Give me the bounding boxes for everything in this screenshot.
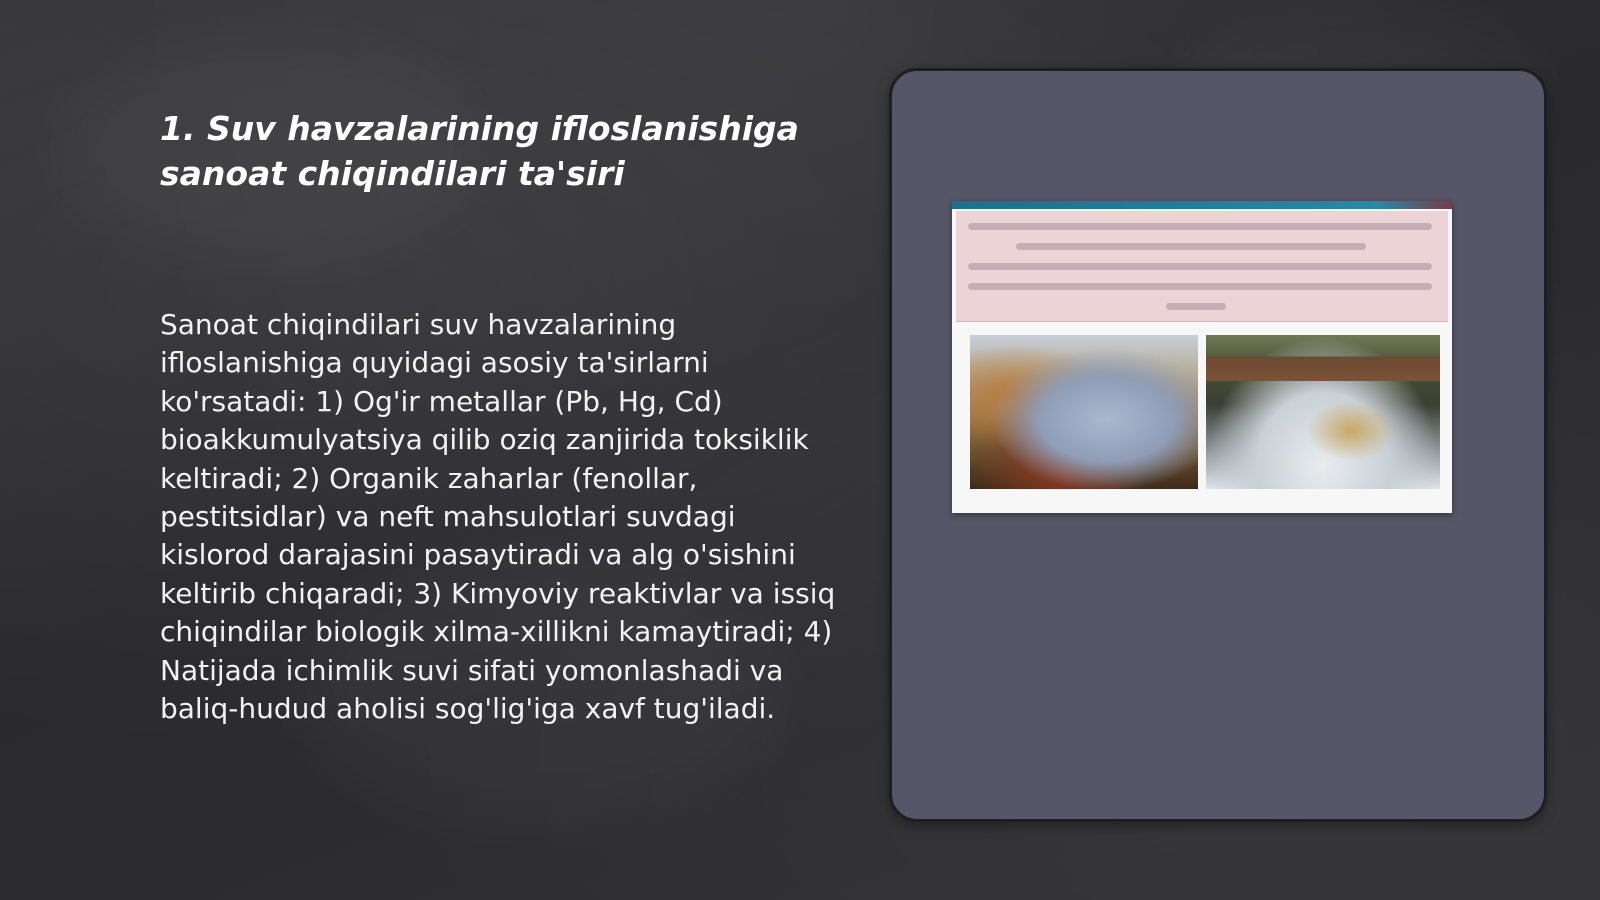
pollution-image [952,201,1452,513]
slide-title: 1. Suv havzalarining ifloslanishiga sanoat chiqindilari ta'siri [160,109,799,193]
slide-body-text: Sanoat chiqindilari suv havzalarining ifloslanishiga quyidagi asosiy ta'sirlarni ko'rsatadi: 1) Og'ir metallar (Pb, Hg, Cd) bioakkumulyatsiya qilib oziq zanjirida toksiklik keltiradi; 2) Organik zaharlar (fenollar, pestitsidlar) va neft mahsulotlari suvdagi kislorod darajasini pasaytiradi va alg o'sishini keltirib chiqaradi; 3) Kimyoviy reaktivlar va issiq chiqindilar biologik xilma-xillikni kamaytiradi; 4) Natijada ichimlik suvi sifati yomonlashadi va baliq-hudud aholisi sog'lig'iga xavf tug'iladi. [160,308,836,726]
discharge-pipe-photo [1206,335,1440,489]
image-caption-area [956,211,1448,322]
polluted-shore-photo [970,335,1198,489]
image-panel [889,68,1547,822]
image-header-bar [952,201,1452,209]
